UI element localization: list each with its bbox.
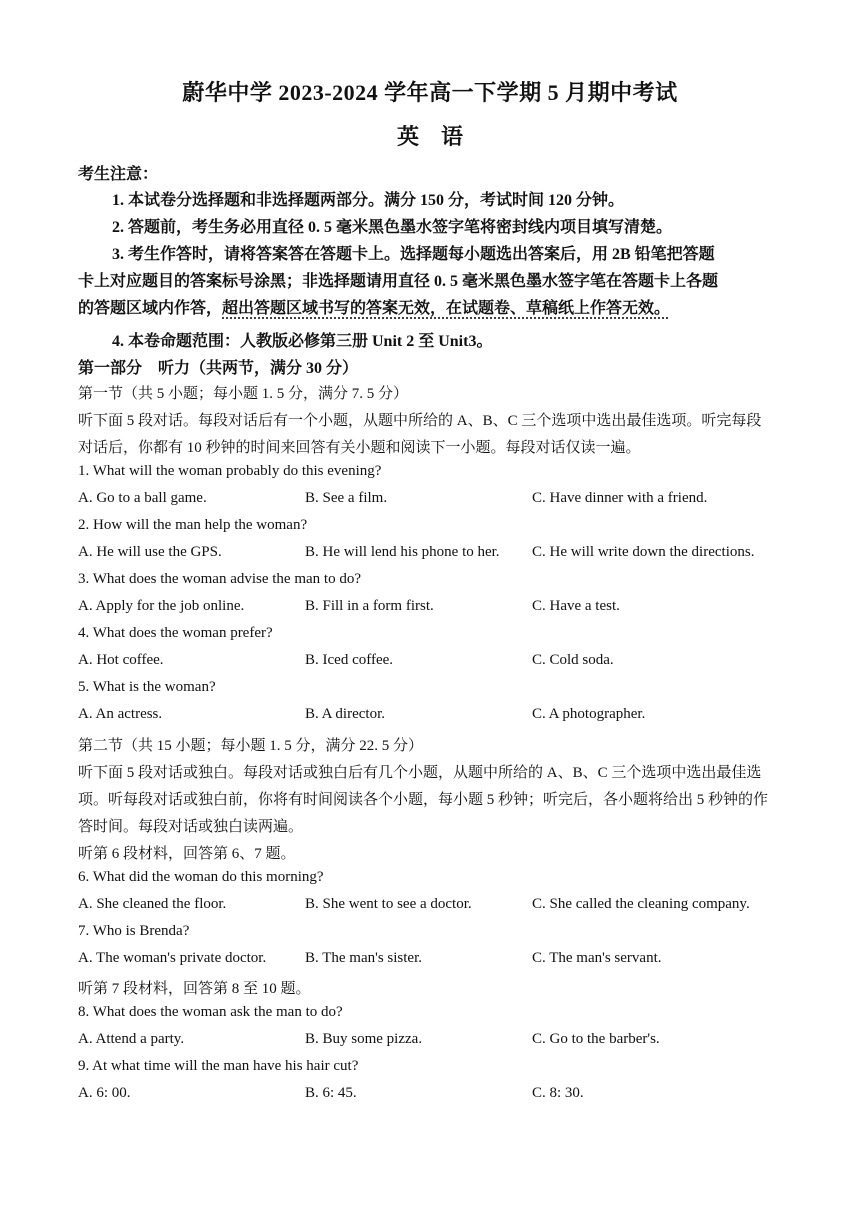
q7-option-c: C. The man's servant. xyxy=(532,950,662,966)
notice-emphasis: 超出答题区域书写的答案无效，在试题卷、草稿纸上作答无效。 xyxy=(222,300,671,317)
q5-option-c: C. A photographer. xyxy=(532,706,646,722)
question-7: 7. Who is Brenda? xyxy=(78,923,190,939)
exam-title: 蔚华中学 2023-2024 学年高一下学期 5 月期中考试 xyxy=(182,80,678,105)
exam-subject: 英 语 xyxy=(396,124,463,149)
q6-option-c: C. She called the cleaning company. xyxy=(532,896,750,912)
section1-heading: 第一节（共 5 小题；每小题 1. 5 分，满分 7. 5 分） xyxy=(78,386,409,402)
q8-option-b: B. Buy some pizza. xyxy=(305,1031,423,1047)
section1-instructions-2: 对话后，你都有 10 秒钟的时间来回答有关小题和阅读下一小题。每段对话仅读一遍。 xyxy=(78,440,641,456)
section1-instructions-1: 听下面 5 段对话。每段对话后有一个小题，从题中所给的 A、B、C 三个选项中选出最佳选项。听完每段 xyxy=(78,413,762,429)
question-8: 8. What does the woman ask the man to do? xyxy=(78,1004,343,1020)
q2-option-a: A. He will use the GPS. xyxy=(78,544,222,560)
question-3: 3. What does the woman advise the man to do? xyxy=(78,571,361,587)
q8-option-a: A. Attend a party. xyxy=(78,1031,185,1047)
notice-item-3-end-text: 的答题区域内作答， xyxy=(78,300,223,317)
question-1: 1. What will the woman probably do this evening? xyxy=(78,463,382,479)
notice-item-3-cont: 卡上对应题目的答案标号涂黑；非选择题请用直径 0. 5 毫米黑色墨水签字笔在答题卡上各题 xyxy=(78,273,719,290)
notice-item-1: 1. 本试卷分选择题和非选择题两部分。满分 150 分，考试时间 120 分钟。 xyxy=(112,192,625,209)
q3-option-c: C. Have a test. xyxy=(532,598,620,614)
section2-instructions-1: 听下面 5 段对话或独白。每段对话或独白后有几个小题，从题中所给的 A、B、C 三个选项中选出最佳选 xyxy=(78,765,762,781)
q1-option-b: B. See a film. xyxy=(305,490,388,506)
q9-option-c: C. 8: 30. xyxy=(532,1085,584,1101)
q7-option-a: A. The woman's private doctor. xyxy=(78,950,267,966)
q3-option-a: A. Apply for the job online. xyxy=(78,598,245,614)
section2-heading: 第二节（共 15 小题；每小题 1. 5 分，满分 22. 5 分） xyxy=(78,738,424,754)
part1-heading: 第一部分 听力（共两节，满分 30 分） xyxy=(78,360,359,377)
q2-option-c: C. He will write down the directions. xyxy=(532,544,755,560)
q7-option-b: B. The man's sister. xyxy=(305,950,423,966)
q6-option-a: A. She cleaned the floor. xyxy=(78,896,227,912)
question-4: 4. What does the woman prefer? xyxy=(78,625,273,641)
question-9: 9. At what time will the man have his hair cut? xyxy=(78,1058,359,1074)
passage-7-instruction: 听第 7 段材料，回答第 8 至 10 题。 xyxy=(78,981,311,997)
q2-option-b: B. He will lend his phone to her. xyxy=(305,544,500,560)
q4-option-c: C. Cold soda. xyxy=(532,652,614,668)
passage-6-instruction: 听第 6 段材料，回答第 6、7 题。 xyxy=(78,846,296,862)
notice-item-3-end xyxy=(78,295,778,318)
question-6: 6. What did the woman do this morning? xyxy=(78,869,324,885)
q8-option-c: C. Go to the barber's. xyxy=(532,1031,660,1047)
notice-heading: 考生注意： xyxy=(78,166,159,183)
q9-option-b: B. 6: 45. xyxy=(305,1085,357,1101)
q1-option-c: C. Have dinner with a friend. xyxy=(532,490,708,506)
q6-option-b: B. She went to see a doctor. xyxy=(305,896,472,912)
q5-option-a: A. An actress. xyxy=(78,706,163,722)
question-5: 5. What is the woman? xyxy=(78,679,216,695)
question-2: 2. How will the man help the woman? xyxy=(78,517,308,533)
notice-item-2: 2. 答题前，考生务必用直径 0. 5 毫米黑色墨水签字笔将密封线内项目填写清楚。 xyxy=(112,219,673,236)
q4-option-b: B. Iced coffee. xyxy=(305,652,394,668)
q5-option-b: B. A director. xyxy=(305,706,385,722)
section2-instructions-3: 答时间。每段对话或独白读两遍。 xyxy=(78,819,304,835)
notice-item-3: 3. 考生作答时，请将答案答在答题卡上。选择题每小题选出答案后，用 2B 铅笔把答题 xyxy=(112,246,715,263)
section2-instructions-2: 项。听每段对话或独白前，你将有时间阅读各个小题，每小题 5 秒钟；听完后，各小题将给出 5 秒钟的作 xyxy=(78,792,769,808)
q4-option-a: A. Hot coffee. xyxy=(78,652,164,668)
q9-option-a: A. 6: 00. xyxy=(78,1085,131,1101)
notice-item-4: 4. 本卷命题范围：人教版必修第三册 Unit 2 至 Unit3。 xyxy=(112,333,493,350)
q1-option-a: A. Go to a ball game. xyxy=(78,490,207,506)
q3-option-b: B. Fill in a form first. xyxy=(305,598,434,614)
